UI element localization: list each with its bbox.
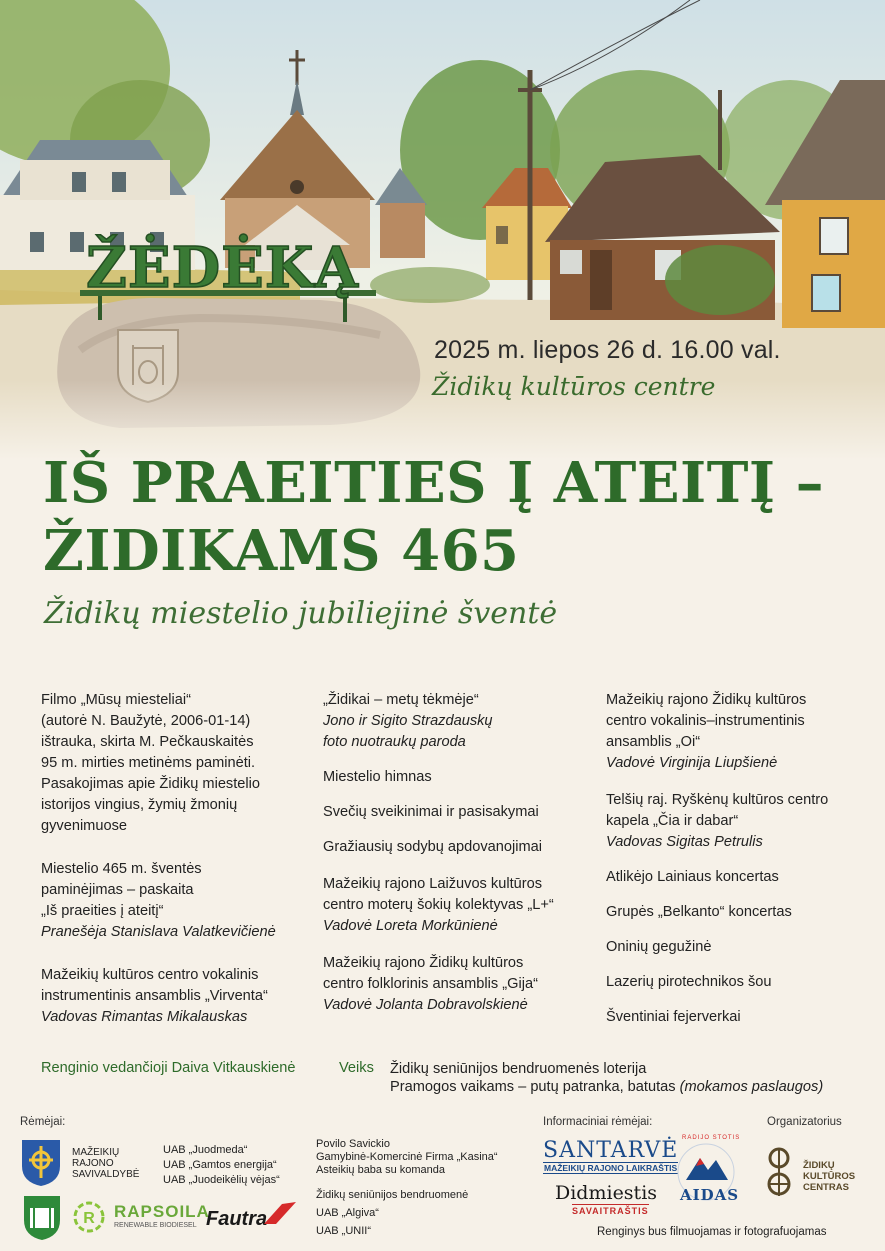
program-line: Mažeikių rajono Židikų kultūros [606, 692, 807, 708]
event-datetime: 2025 m. liepos 26 d. 16.00 val. [434, 336, 781, 364]
program-line: gyvenimuose [41, 818, 127, 834]
program-item [323, 953, 593, 1016]
sponsor-name: UAB „UNII“ [316, 1225, 371, 1237]
culture-centre-emblem-icon [766, 1146, 792, 1198]
municipality-line: RAJONO [72, 1158, 114, 1169]
program-line: centro moterų šokių kolektyvas „L+“ [323, 897, 554, 913]
program-line: ansamblis „Oi“ [606, 734, 701, 750]
program-column-1 [41, 690, 311, 1042]
program-column-2 [323, 690, 593, 1030]
program-leader: Vadovė Jolanta Dobravolskienė [323, 997, 528, 1013]
santarve-logo: SANTARVĖ [543, 1138, 679, 1163]
organizer-line: CENTRAS [803, 1182, 849, 1193]
sponsor-name: Gamybinė-Komercinė Firma „Kasina“ [316, 1151, 498, 1163]
program-item [323, 767, 593, 788]
program-line: Gražiausių sodybų apdovanojimai [323, 839, 543, 855]
sponsor-name: UAB „Gamtos energija“ [163, 1159, 277, 1171]
program-line: (autorė N. Baužytė, 2006-01-14) [41, 713, 251, 729]
program-item [606, 902, 876, 923]
info-sponsors-label: Informaciniai rėmėjai: [543, 1116, 653, 1128]
program-line: Pasakojimas apie Židikų miestelio [41, 776, 260, 792]
program-line: Šventiniai fejerverkai [606, 1009, 741, 1025]
program-line: centro folklorinis ansamblis „Gija“ [323, 976, 538, 992]
extra-text: Pramogos vaikams – putų patranka, batutas [390, 1079, 676, 1095]
also-label: Veiks [339, 1060, 374, 1076]
program-line: 95 m. mirties metinėms paminėti. [41, 755, 256, 771]
program-line: „Iš praeities į ateitį“ [41, 903, 164, 919]
sponsor-name: UAB „Algiva“ [316, 1207, 379, 1219]
fautra-swoosh-icon [262, 1200, 298, 1226]
mazeikiai-coat-of-arms-icon [20, 1138, 62, 1188]
program-leader: Vadovė Loreta Morkūnienė [323, 918, 498, 934]
program-line: Oninių gegužinė [606, 939, 712, 955]
santarve-tagline: MAŽEIKIŲ RAJONO LAIKRAŠTIS [544, 1163, 678, 1173]
program-item [41, 965, 311, 1028]
organizer-line: KULTŪROS [803, 1171, 856, 1182]
main-title-line1: IŠ PRAEITIES Į ATEITĮ – [43, 450, 825, 516]
program-line: foto nuotraukų paroda [323, 734, 466, 750]
aidas-name: AIDAS [680, 1186, 740, 1204]
program-line: Miestelio himnas [323, 769, 432, 785]
event-venue: Židikų kultūros centre [432, 372, 716, 401]
zidikai-coat-of-arms-icon [22, 1194, 62, 1242]
program-line: „Židikai – metų tėkmėje“ [323, 692, 479, 708]
program-item [323, 802, 593, 823]
sponsor-name: Povilo Savickio [316, 1138, 390, 1150]
rapsoila-tagline: RENEWABLE BIODIESEL [114, 1222, 197, 1229]
program-leader: Vadovas Rimantas Mikalauskas [41, 1009, 248, 1025]
program-line: Svečių sveikinimai ir pasisakymai [323, 804, 539, 820]
program-line: ištrauka, skirta M. Pečkauskaitės [41, 734, 254, 750]
organizer-name [803, 1160, 855, 1193]
program-line: paminėjimas – paskaita [41, 882, 194, 898]
program-line: Mažeikių rajono Židikų kultūros [323, 955, 524, 971]
program-item [323, 874, 593, 937]
municipality-line: MAŽEIKIŲ [72, 1147, 120, 1158]
program-line: Mažeikių kultūros centro vokalinis [41, 967, 259, 983]
program-line: instrumentinis ansamblis „Virventa“ [41, 988, 268, 1004]
rapsoila-name: RAPSOILA [114, 1202, 210, 1221]
program-item [606, 937, 876, 958]
program-item [323, 837, 593, 858]
program-line: Lazerių pirotechnikos šou [606, 974, 772, 990]
program-line: Filmo „Mūsų miesteliai“ [41, 692, 192, 708]
program-item [606, 867, 876, 888]
program-item [323, 690, 593, 753]
program-line: Miestelio 465 m. šventės [41, 861, 202, 877]
program-line: Grupės „Belkanto“ koncertas [606, 904, 792, 920]
organizer-line: ŽIDIKŲ [803, 1160, 835, 1171]
sign-text: ŽĖDĖKĄ [86, 235, 359, 301]
extra-line: Židikų seniūnijos bendruomenės loterija [390, 1061, 647, 1077]
sponsor-name: Židikų seniūnijos bendruomenė [316, 1189, 469, 1201]
subtitle: Židikų miestelio jubiliejinė šventė [44, 596, 558, 631]
extra-note: (mokamos paslaugos) [679, 1079, 824, 1095]
program-item [606, 972, 876, 993]
sponsor-name: UAB „Juodmeda“ [163, 1144, 248, 1156]
main-title-line2: ŽIDIKAMS 465 [43, 518, 520, 584]
aidas-ring-text: RADIJO STOTIS [682, 1135, 741, 1141]
program-line: centro vokalinis–instrumentinis [606, 713, 805, 729]
program-line: Jono ir Sigito Strazdauskų [323, 713, 493, 729]
sponsor-name: UAB „Juodeikėlių vėjas“ [163, 1174, 280, 1186]
program-column-3 [606, 690, 876, 1042]
program-item [606, 790, 876, 853]
program-leader: Vadovas Sigitas Petrulis [606, 834, 763, 850]
didmiestis-logo: Didmiestis [555, 1182, 658, 1204]
program-line: Telšių raj. Ryškėnų kultūros centro [606, 792, 829, 808]
svg-text:R: R [83, 1210, 95, 1227]
program-line: istorijos vingius, žymių žmonių [41, 797, 238, 813]
rapsoila-logo-icon [72, 1200, 106, 1234]
event-host: Renginio vedančioji Daiva Vitkauskienė [41, 1060, 296, 1076]
program-item [41, 690, 311, 837]
program-line: Mažeikių rajono Laižuvos kultūros [323, 876, 543, 892]
program-leader: Vadovė Virginija Liupšienė [606, 755, 778, 771]
sponsor-list-2 [316, 1138, 498, 1177]
program-line: kapela „Čia ir dabar“ [606, 813, 739, 829]
program-leader: Pranešėja Stanislava Valatkevičienė [41, 924, 276, 940]
sponsor-name: Asteikių baba su komanda [316, 1164, 446, 1176]
program-item [606, 690, 876, 774]
sponsor-list-1 [163, 1143, 280, 1188]
sponsor-list-3 [316, 1186, 468, 1240]
municipality-line: SAVIVALDYBĖ [72, 1169, 140, 1180]
sponsors-label: Rėmėjai: [20, 1116, 66, 1128]
fautra-logo: Fautra [206, 1208, 268, 1230]
extra-line [390, 1078, 823, 1096]
program-item [41, 859, 311, 943]
municipality-name [72, 1147, 139, 1180]
program-line: Atlikėjo Lainiaus koncertas [606, 869, 779, 885]
extra-activities [390, 1060, 823, 1096]
didmiestis-tagline: SAVAITRAŠTIS [572, 1206, 649, 1216]
filming-notice: Renginys bus filmuojamas ir fotografuojamas [597, 1226, 827, 1238]
program-item [606, 1007, 876, 1028]
organizer-label: Organizatorius [767, 1116, 842, 1128]
